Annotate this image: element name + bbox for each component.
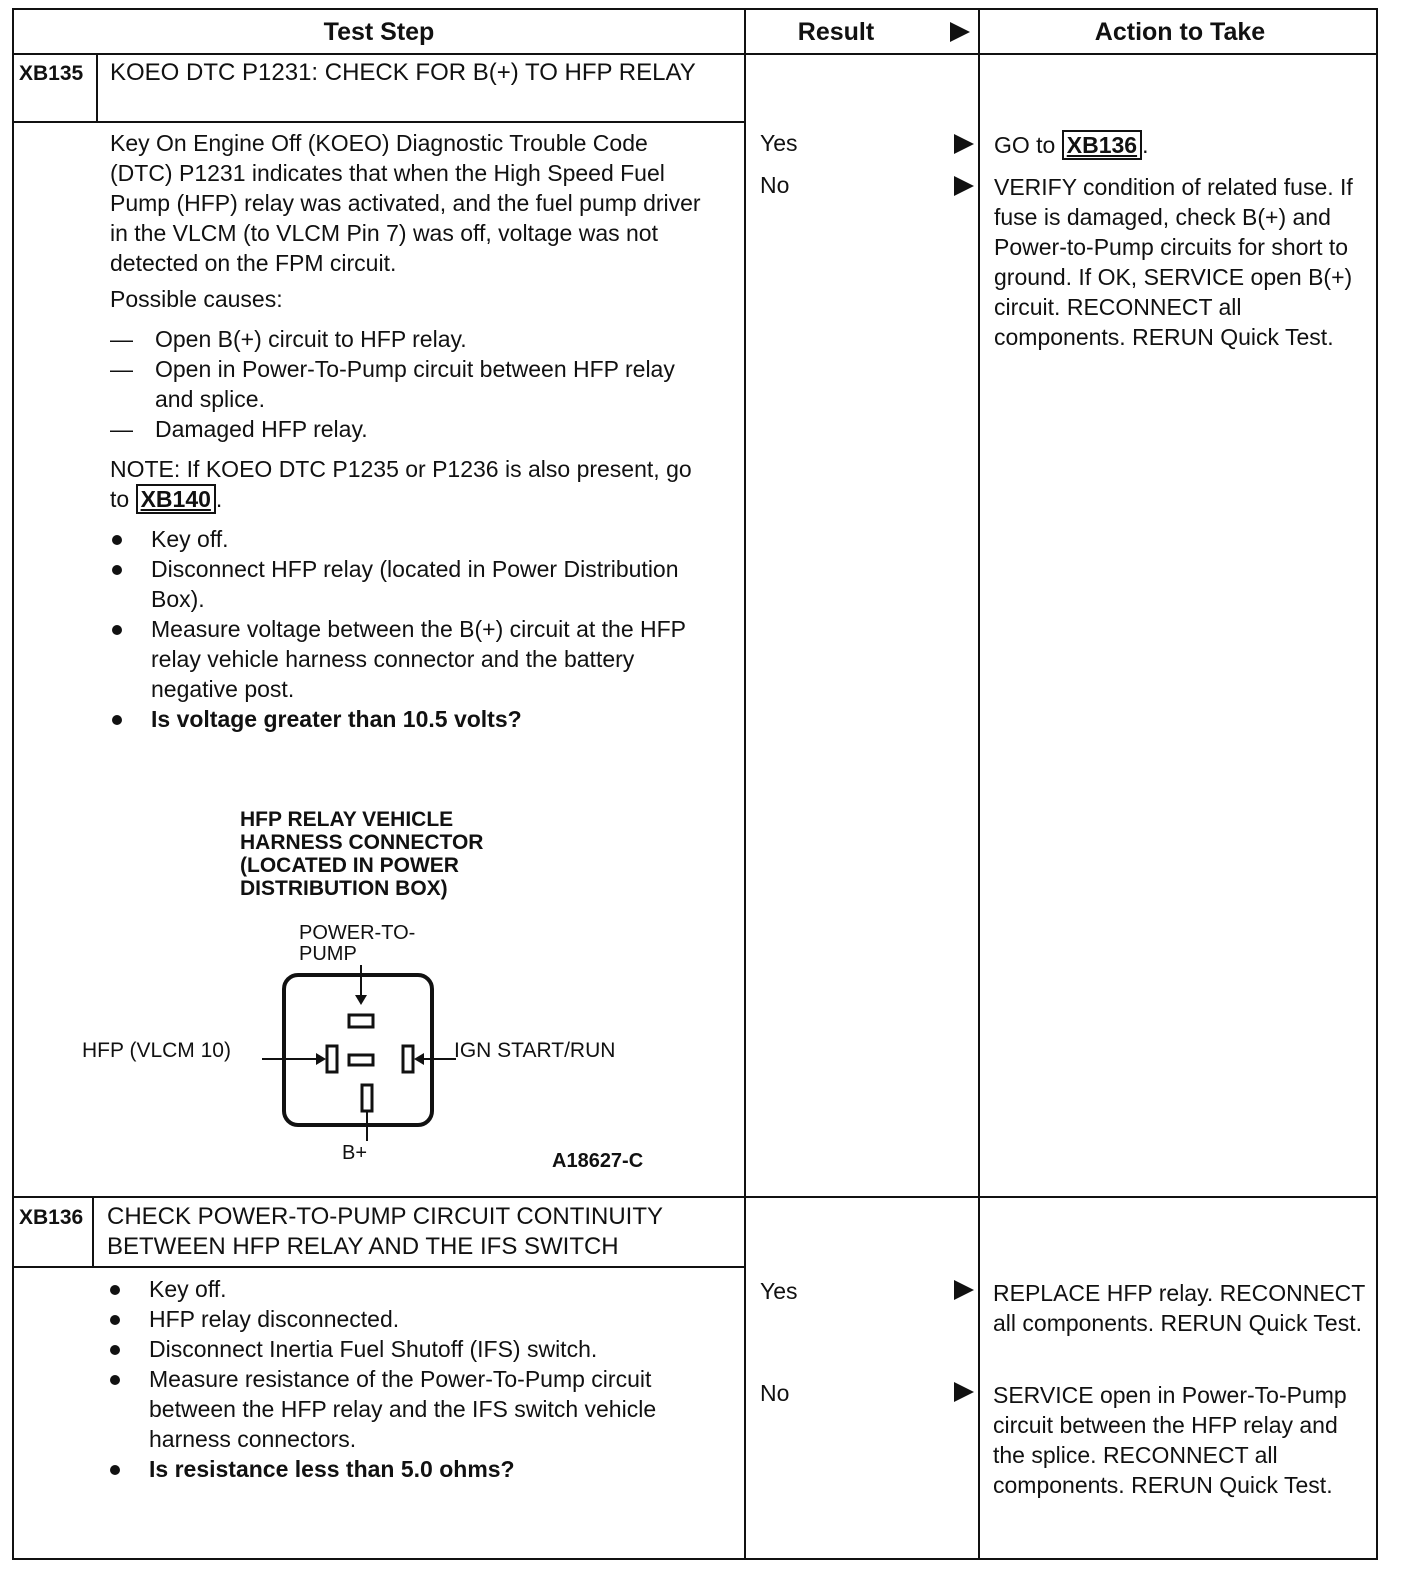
arrow-left-icon [414, 1053, 424, 1065]
step-title-rule [14, 121, 744, 123]
action-yes: REPLACE HFP relay. RECONNECT all components. RERUN Quick Test. [993, 1280, 1365, 1336]
list-item: Disconnect HFP relay (located in Power Distribution Box). [110, 554, 710, 614]
ign-label: IGN START/RUN [454, 1039, 616, 1062]
diagram-title-line: HFP RELAY VEHICLE [240, 808, 454, 831]
note-text: NOTE: If KOEO DTC P1235 or P1236 is also present, go to [110, 456, 692, 512]
list-item: Key off. [108, 1274, 718, 1304]
result-arrow-icon [954, 1382, 974, 1402]
list-item: Disconnect Inertia Fuel Shutoff (IFS) switch. [108, 1334, 718, 1364]
relay-connector-diagram [234, 945, 464, 1145]
step-title: KOEO DTC P1231: CHECK FOR B(+) TO HFP RELAY [110, 59, 696, 86]
step-code: XB136 [19, 1206, 84, 1229]
header-result: Result [797, 18, 875, 46]
action-yes [994, 130, 1148, 160]
action-suffix: . [1142, 132, 1149, 158]
terminal-power-to-pump [349, 1015, 373, 1027]
arrow-down-icon [355, 995, 367, 1005]
diagram-title-line: HARNESS CONNECTOR [240, 831, 484, 854]
power-to-pump-line: POWER-TO- [299, 922, 416, 944]
list-item: Key off. [110, 524, 710, 554]
list-item: Measure voltage between the B(+) circuit at the HFP relay vehicle harness connector and the battery negative post. [110, 614, 710, 704]
causes-list [110, 324, 710, 444]
step-separator [14, 1196, 1376, 1198]
result-arrow-icon [954, 1280, 974, 1300]
diagram-title-line: (LOCATED IN POWER [240, 854, 459, 877]
question: Is resistance less than 5.0 ohms? [108, 1454, 718, 1484]
result-no: No [760, 172, 790, 198]
action-prefix: GO to [994, 132, 1056, 158]
diagram-title [240, 808, 483, 900]
result-no: No [760, 1380, 790, 1406]
list-item: HFP relay disconnected. [108, 1304, 718, 1334]
action-no: SERVICE open in Power-To-Pump circuit between the HFP relay and the splice. RECONNECT all components. RERUN Quick Test. [993, 1382, 1347, 1498]
xb136-link[interactable]: XB136 [1062, 130, 1142, 160]
list-item: — Damaged HFP relay. [110, 414, 710, 444]
result-arrow-icon [954, 176, 974, 196]
terminal-ign [403, 1046, 413, 1072]
header-test-step: Test Step [323, 18, 435, 46]
step-code: XB135 [19, 62, 84, 85]
bplus-label: B+ [342, 1142, 368, 1164]
list-item: — Open B(+) circuit to HFP relay. [110, 324, 710, 354]
header-rule [14, 53, 1376, 55]
list-item: Measure resistance of the Power-To-Pump circuit between the HFP relay and the IFS switch vehicle harness connectors. [108, 1364, 718, 1454]
result-arrow-icon [954, 134, 974, 154]
figure-code: A18627-C [552, 1150, 644, 1172]
step-description: Key On Engine Off (KOEO) Diagnostic Trouble Code (DTC) P1231 indicates that when the High Speed Fuel Pump (HFP) relay was activated, and the fuel pump driver in the VLCM (to VLCM Pin 7) was off, voltage was not detected on the FPM circuit. [110, 130, 701, 276]
header-arrow-icon [950, 22, 970, 42]
step-body [110, 128, 710, 734]
step-title: CHECK POWER-TO-PUMP CIRCUIT CONTINUITY BETWEEN HFP RELAY AND THE IFS SWITCH [107, 1203, 663, 1260]
terminal-center [349, 1055, 373, 1065]
power-to-pump-line: PUMP [299, 943, 357, 965]
step-body [108, 1274, 718, 1484]
code-divider [96, 54, 98, 122]
header-action: Action to Take [1094, 18, 1266, 46]
diagram-title-line: DISTRIBUTION BOX) [240, 877, 448, 900]
terminal-bplus [362, 1085, 372, 1111]
note-end: . [215, 486, 223, 512]
note [110, 454, 710, 514]
procedure-list [110, 524, 710, 734]
column-divider-action [978, 10, 980, 1558]
column-divider-result [744, 10, 746, 1558]
result-yes: Yes [760, 1278, 798, 1304]
terminal-hfp [327, 1046, 337, 1072]
step-title-rule [14, 1266, 744, 1268]
causes-label: Possible causes: [110, 286, 283, 312]
arrow-right-icon [316, 1053, 326, 1065]
hfp-vlcm-label: HFP (VLCM 10) [82, 1039, 231, 1062]
result-yes: Yes [760, 130, 798, 156]
xb140-link[interactable]: XB140 [136, 484, 216, 514]
code-divider [92, 1198, 94, 1266]
list-item: — Open in Power-To-Pump circuit between HFP relay and splice. [110, 354, 710, 414]
action-no: VERIFY condition of related fuse. If fuse is damaged, check B(+) and Power-to-Pump circuits for short to ground. If OK, SERVICE open B(+) circuit. RECONNECT all components. RERUN Quick Test. [994, 174, 1353, 350]
procedure-list [108, 1274, 718, 1484]
diagnostic-table [12, 8, 1378, 1560]
question: Is voltage greater than 10.5 volts? [110, 704, 710, 734]
